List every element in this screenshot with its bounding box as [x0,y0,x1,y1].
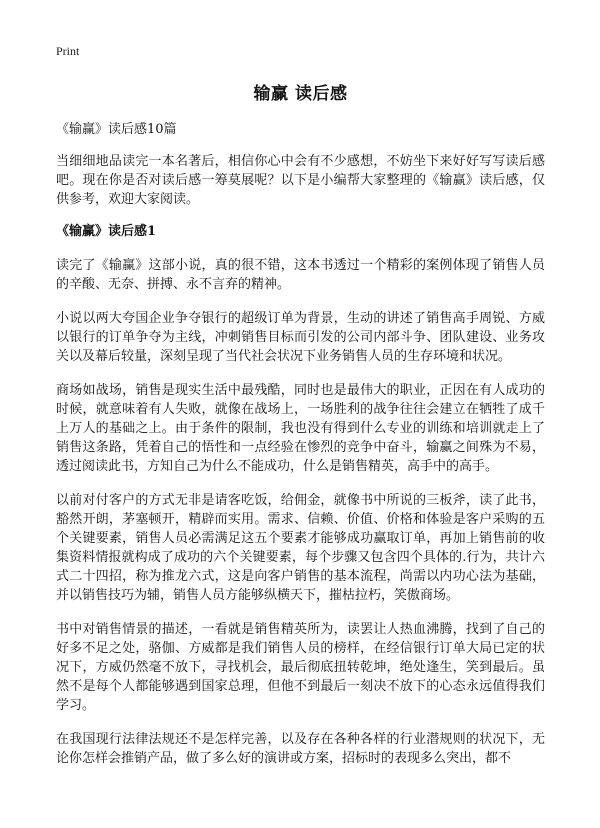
body-paragraph: 书中对销售情景的描述，一看就是销售精英所为，读罢让人热血沸腾，找到了自己的好多不足之处，骆伽、方威都是我们销售人员的榜样，在经信银行订单大局已定的状况下，方威仍然毫不放下，寻找机会，最后彻底扭转乾坤，绝处逢生，笑到最后。虽然不是每个人都能够遇到国家总理，但他不到最后一刻决不放下的心态永远值得我们学习。 [56,622,545,713]
section-heading: 《输赢》读后感1 [56,224,157,239]
print-link[interactable]: Print [56,44,80,58]
body-paragraph: 商场如战场，销售是现实生活中最残酷，同时也是最伟大的职业，正因在有人成功的时候，就意味着有人失败，就像在战场上，一场胜利的战争往往会建立在牺牲了成千上万人的基础之上。由于条件的限制，我也没有得到什么专业的训练和培训就走上了销售这条路，凭着自己的悟性和一点经验在惨烈的竞争中奋斗，输赢之间殊为不易，透过阅读此书，方知自己为什么不能成功，什么是销售精英，高手中的高手。 [56,383,545,474]
page-title: 输赢 读后感 [253,84,348,104]
body-paragraph: 以前对付客户的方式无非是请客吃饭，给佣金，就像书中所说的三板斧，读了此书，豁然开朗，茅塞顿开，精辟而实用。需求、信赖、价值、价格和体验是客户采购的五个关键要素，销售人员必需满足这五个要素才能够成功赢取订单，再加上销售前的收集资料情报就构成了成功的六个关键要素，每个步骤又包含四个具体的.行为，共计六式二十四招，称为推龙六式，这是向客户销售的基本流程，尚需以内功心法为基础，并以销售技巧为辅，销售人员方能够纵横天下，摧枯拉朽，笑傲商场。 [56,493,545,603]
body-paragraph: 读完了《输赢》这部小说，真的很不错，这本书透过一个精彩的案例体现了销售人员的辛酸、无奈、拼搏、永不言弃的精神。 [56,258,545,292]
intro-paragraph: 当细细地品读完一本名著后，相信你心中会有不少感想，不妨坐下来好好写写读后感吧。现在你是否对读后感一筹莫展呢？以下是小编帮大家整理的《输赢》读后感，仅供参考，欢迎大家阅读。 [56,154,545,207]
body-paragraph: 在我国现行法律法规还不是怎样完善，以及存在各种各样的行业潜规则的状况下，无论你怎样会推销产品，做了多么好的演讲或方案，招标时的表现多么突出，都不 [56,732,545,766]
document-subtitle: 《输赢》读后感10篇 [56,122,177,137]
body-paragraph: 小说以两大夸国企业争夺银行的超级订单为背景，生动的讲述了销售高手周锐、方威以银行的订单争夺为主线，冲刺销售目标而引发的公司内部斗争、团队建设、业务攻关以及幕后较量，深刻呈现了当代社会状况下业务销售人员的生存环境和状况。 [56,311,545,364]
